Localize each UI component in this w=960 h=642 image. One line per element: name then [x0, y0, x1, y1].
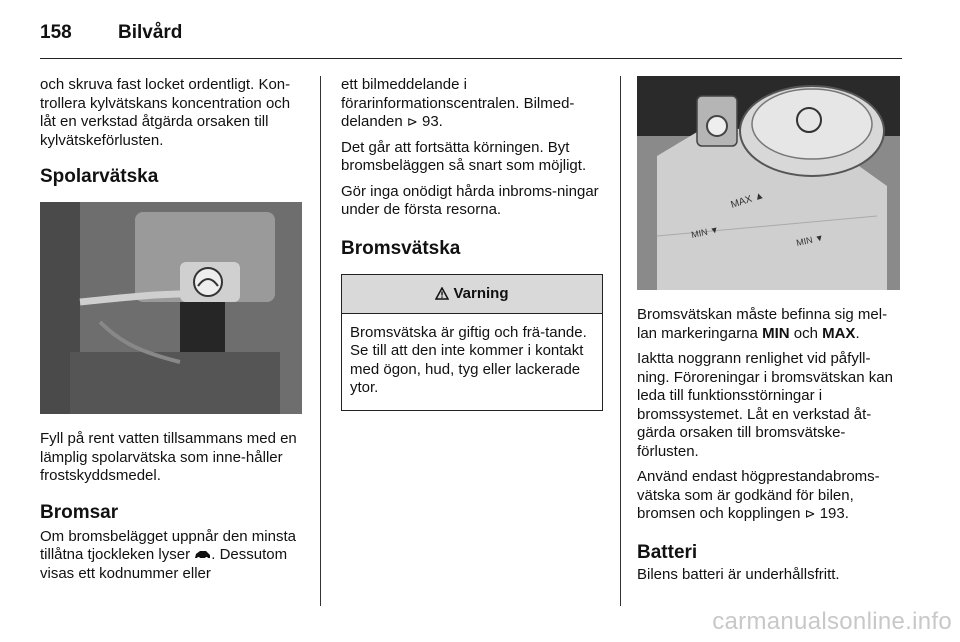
header-rule — [40, 58, 902, 59]
and-word: och — [793, 324, 818, 342]
cleanliness-text: Iaktta noggrann renlighet vid påfyll-ning. Föroreningar i bromsvätskan kan leda till funktionsstörningar i bromssystemet. Låt en verkstad åt-gärda orsaken till bromsvätske-förlusten. — [637, 350, 893, 460]
column-divider-right — [620, 76, 621, 606]
chapter-title: Bilvård — [118, 22, 183, 43]
battery-heading: Batteri — [637, 541, 698, 563]
page-number: 158 — [40, 22, 72, 43]
vehicle-message-part: ett bilmeddelande i förarinformationscentralen. Bilmed-delanden — [341, 76, 575, 130]
brake-fluid-reservoir-photo — [637, 76, 900, 290]
coolant-intro-text: och skruva fast locket ordentligt. Kon-trollera kylvätskans koncentration och låt en verkstad åtgärda orsaken till kylvätskeförlusten. — [40, 76, 291, 149]
warning-box — [341, 274, 603, 411]
approved-fluid-part: Använd endast högprestandabroms-vätska som är godkänd för bilen, bromsen och kopplingen — [637, 468, 880, 522]
warning-title: Varning — [453, 285, 509, 302]
brakes-heading: Bromsar — [40, 501, 119, 523]
battery-text: Bilens batteri är underhållsfritt. — [637, 565, 840, 583]
washer-reservoir-illustration — [40, 202, 302, 414]
avoid-hard-braking-text: Gör inga onödigt hårda inbroms-ningar under de första resorna. — [341, 182, 599, 218]
reference-arrow-icon: ⊳ — [804, 506, 816, 521]
max-mark-text: MAX — [822, 324, 856, 342]
column-divider-left — [320, 76, 321, 606]
sentence-end: . — [855, 324, 860, 342]
reference-arrow-icon: ⊳ — [406, 114, 418, 129]
min-mark-label-left: MIN ▼ — [690, 224, 720, 240]
vehicle-message-text — [341, 76, 603, 132]
column-2 — [341, 76, 603, 411]
washer-fluid-text: Fyll på rent vatten tillsammans med en lämplig spolarvätska som inne-håller frostskyddsmedel. — [40, 430, 297, 484]
brakes-text-part-1: Om bromsbelägget uppnår den minsta tillåtna tjockleken lyser — [40, 527, 296, 563]
warning-body — [342, 314, 602, 410]
brake-fluid-reservoir-illustration — [637, 76, 900, 290]
warning-text: Bromsvätska är giftig och frä-tande. Se till att den inte kommer i kontakt med ögon, hud, tyg eller lackerade ytor. — [350, 323, 587, 396]
brake-pad-car-icon — [194, 550, 211, 560]
watermark: carmanualsonline.info — [712, 608, 952, 635]
washer-fluid-heading: Spolarvätska — [40, 166, 159, 187]
page-reference[interactable]: 193. — [819, 505, 849, 522]
approved-fluid-text — [637, 468, 902, 524]
fluid-level-text — [637, 306, 902, 343]
column-1 — [40, 76, 302, 590]
washer-reservoir-photo — [40, 202, 302, 414]
brakes-text — [40, 528, 302, 584]
column-3 — [637, 76, 902, 591]
warning-header — [342, 275, 602, 314]
brake-fluid-heading: Bromsvätska — [341, 237, 461, 259]
fluid-level-part: Bromsvätskan måste befinna sig mel-lan markeringarna — [637, 306, 888, 342]
min-mark-text: MIN — [762, 324, 790, 342]
min-mark-label-right: MIN ▼ — [795, 232, 825, 248]
page-header — [40, 22, 900, 52]
continue-driving-text: Det går att fortsätta körningen. Byt bromsbeläggen så snart som möjligt. — [341, 138, 587, 174]
warning-triangle-icon — [435, 287, 449, 300]
max-mark-label: MAX ▲ — [729, 189, 766, 211]
brakes-text-part-2: . Dessutom visas ett kodnummer eller — [40, 546, 288, 582]
page-reference[interactable]: 93. — [421, 113, 443, 130]
